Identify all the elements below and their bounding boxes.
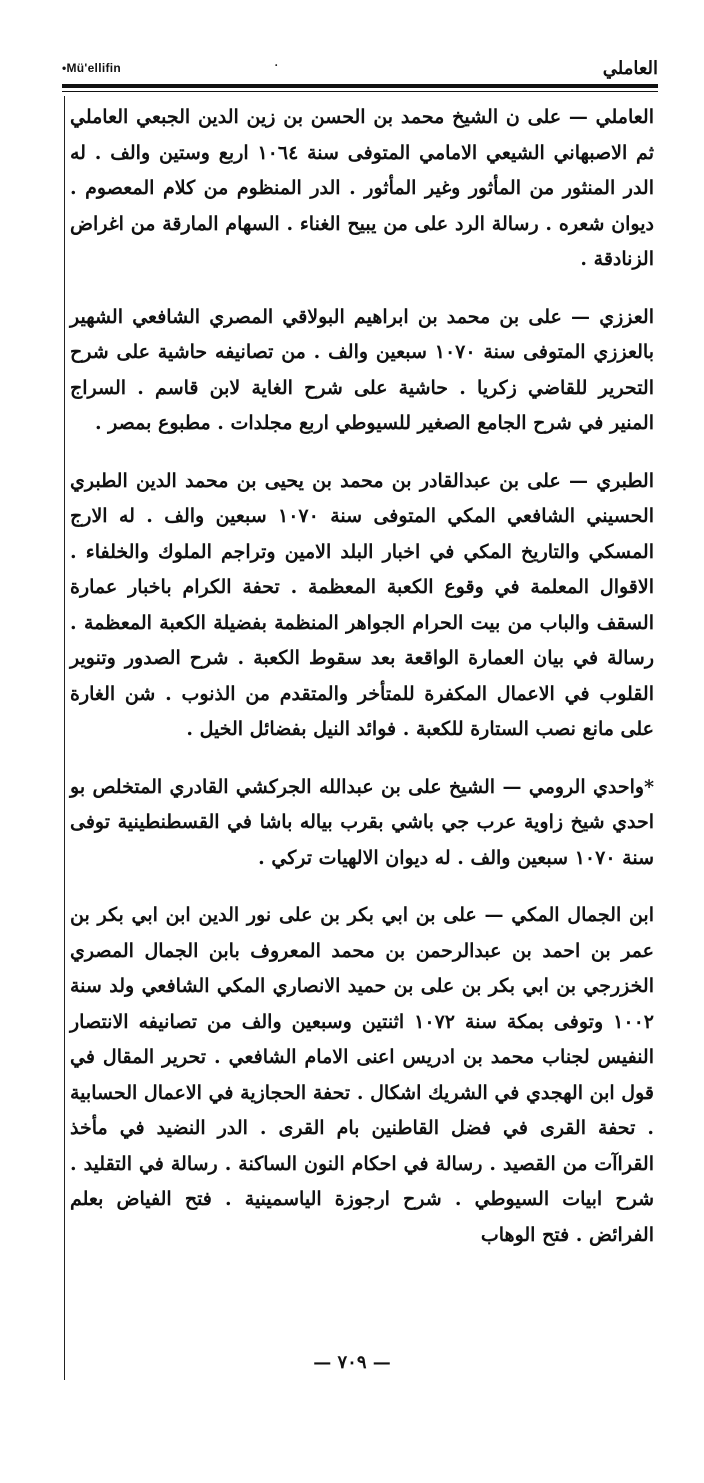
entry-amili bbox=[70, 100, 654, 278]
entry-text: ابن الجمال المكي — على بن ابي بكر بن على نور الدين ابن ابي بكر بن عمر بن احمد بن عبدالرحمن بن محمد المعروف بابن الجمال المصري الخزرجي بن ابي بكر بن على بن حميد الانصاري المكي الشافعي ولد سنة ١٠٠٢ وتوفى بمكة سنة ١٠٧٢ اثنتين وسبعين والف من تصانيفه الانتصار النفيس لجناب محمد بن ادريس اعنى الامام الشافعي . تحرير المقال في قول ابن الهجدي في الشريك اشكال . تحفة الحجازية في الاعمال الحسابية . تحفة القرى في فضل القاطنين بام القرى . الدر النضيد في مأخذ القراآت من القصيد . رسالة في احكام النون الساكنة . رسالة في التقليد . شرح ابيات السيوطي . شرح ارجوزة الياسمينية . فتح الفياض بعلم الفرائض . فتح الوهاب bbox=[70, 904, 654, 1246]
entry-tabari bbox=[70, 464, 654, 748]
page-body bbox=[70, 100, 654, 1275]
entry-text: العززي — على بن محمد بن ابراهيم البولاقي المصري الشافعي الشهير بالعززي المتوفى سنة ١٠٧٠ سبعين والف . من تصانيفه حاشية على شرح التحرير للقاضي زكريا . حاشية على شرح الغاية لابن قاسم . السراج المنير في شرح الجامع الصغير للسيوطي اربع مجلدات . مطبوع بمصر . bbox=[70, 305, 654, 434]
left-margin-line bbox=[64, 96, 65, 1380]
header-dot: · bbox=[274, 58, 279, 74]
entry-text: العاملي — على ن الشيخ محمد بن الحسن بن زين الدين الجبعي العاملي ثم الاصبهاني الشيعي الامامي المتوفى سنة ١٠٦٤ اربع وستين والف . له الدر المنثور من المأثور وغير المأثور . الدر المنظوم من كلام المعصوم . ديوان شعره . رسالة الرد على من يبيح الغناء . السهام المارقة من اغراض الزنادقة . bbox=[70, 106, 654, 270]
entry-wahidi-rumi bbox=[70, 770, 654, 877]
entry-text: *واحدي الرومي — الشيخ على بن عبدالله الجركشي القادري المتخلص بو احدي شيخ زاوية عرب جي باشي بقرب بياله باشا في القسطنطينية توفى سنة ١٠٧٠ سبعين والف . له ديوان الالهيات تركي . bbox=[70, 775, 654, 869]
header-title: العاملي bbox=[602, 58, 658, 79]
entry-ibn-jamal-makki bbox=[70, 898, 654, 1253]
page-number: — ٧٠٩ — bbox=[313, 1352, 391, 1373]
header-rule-thin bbox=[62, 91, 658, 92]
entry-azizi bbox=[70, 300, 654, 442]
header-catalog-label: •Mü'ellifin bbox=[62, 61, 122, 75]
running-header bbox=[62, 58, 658, 84]
header-rule-thick bbox=[62, 84, 658, 88]
entry-text: الطبري — على بن عبدالقادر بن محمد بن يحيى بن محمد الدين الطبري الحسيني الشافعي المكي المتوفى سنة ١٠٧٠ سبعين والف . له الارج المسكي والتاريخ المكي في اخبار البلد الامين وتراجم الملوك والخلفاء . الاقوال المعلمة في وقوع الكعبة المعظمة . تحفة الكرام باخبار عمارة السقف والباب من بيت الحرام الجواهر المنظمة بفضيلة الكعبة المعظمة . رسالة في بيان العمارة الواقعة بعد سقوط الكعبة . شرح الصدور وتنوير القلوب في الاعمال المكفرة للمتأخر والمتقدم من الذنوب . شن الغارة على مانع نصب الستارة للكعبة . فوائد النيل بفضائل الخيل . bbox=[70, 469, 654, 740]
